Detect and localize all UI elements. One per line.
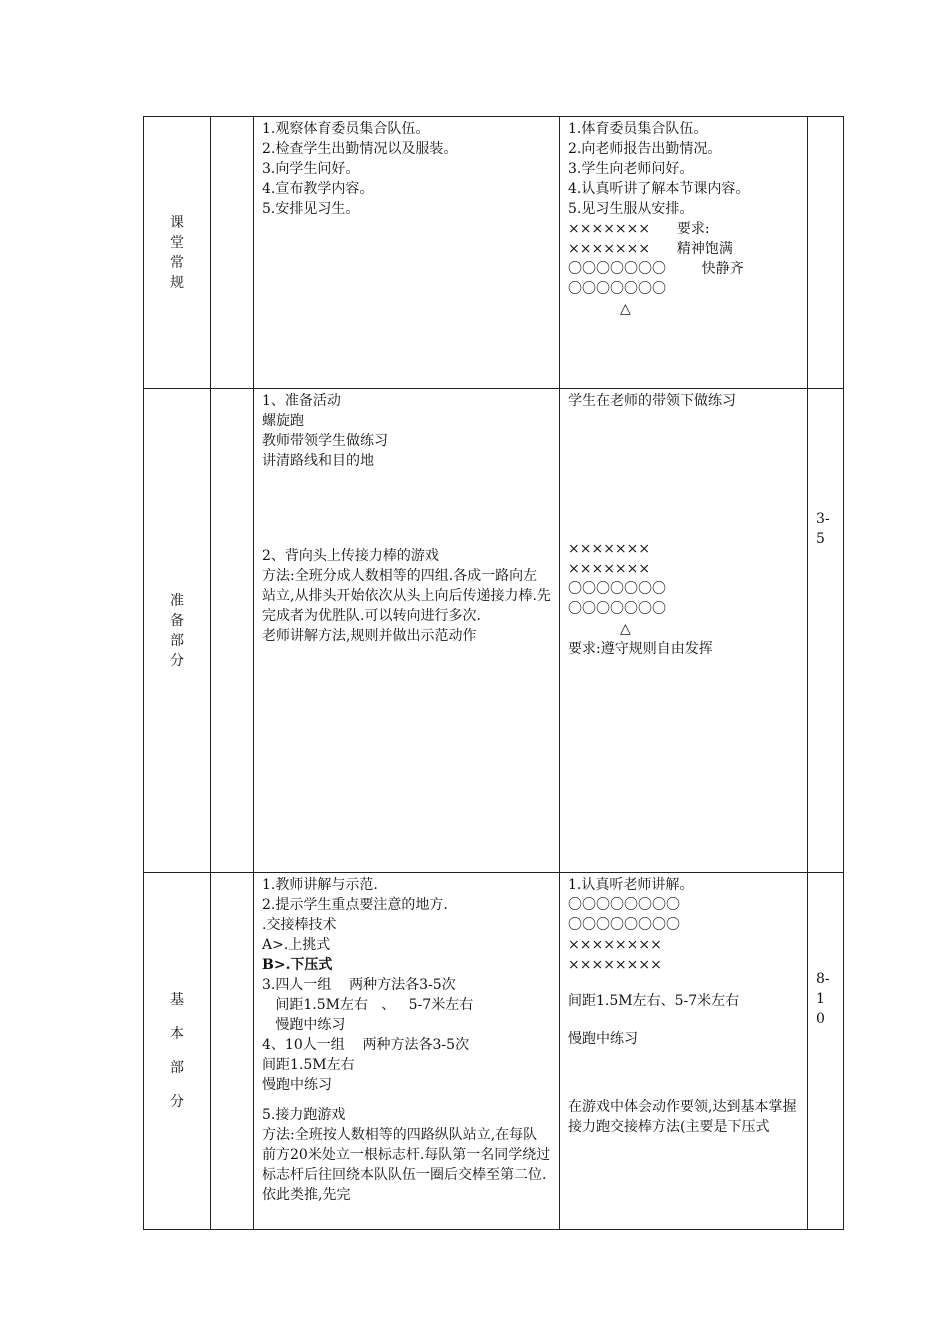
student-step: 1.认真听老师讲解。 [568,877,694,893]
row-class-routine [144,117,844,389]
student-step: 2.向老师报告出勤情况。 [568,141,722,157]
teacher-note: 老师讲解方法,规则并做出示范动作 [262,628,477,644]
row-main-part [144,873,844,1230]
game-method: 方法:全班分成人数相等的四组.各成一路向左站立,从排头开始依次从头上向后传递接力棒.先完成者为优胜队.可以转向进行多次. [262,568,551,624]
lesson-plan-table [143,116,844,1230]
student-activity-cell [560,873,808,1230]
teacher-step: 间距1.5M左右 、 5-7米左右 [262,997,474,1013]
teacher-step: 2.提示学生重点要注意的地方. [262,897,448,913]
teacher-step: 讲清路线和目的地 [262,453,374,469]
student-step: 1.体育委员集合队伍。 [568,121,708,137]
formation-line: 〇〇〇〇〇〇〇〇 [568,897,680,913]
teacher-step: 2.检查学生出勤情况以及服装。 [262,141,458,157]
student-game-goal: 在游戏中体会动作要领,达到基本掌握接力跑交接棒方法(主要是下压式 [568,1099,797,1135]
section-label-cell [144,873,211,1230]
formation-line: 〇〇〇〇〇〇〇 快静齐 [568,261,744,277]
formation-line: 〇〇〇〇〇〇〇 [568,281,666,297]
teacher-step-bold: B>.下压式 [262,957,333,973]
teacher-activity-cell [254,389,560,873]
student-step: 学生在老师的带领下做练习 [568,393,736,409]
section-label-cell [144,389,211,873]
formation-line: ××××××× [568,561,651,577]
teacher-position-triangle: △ [620,621,631,637]
teacher-step: 4、10人一组 两种方法各3-5次 [262,1037,470,1053]
teacher-step: A>.上挑式 [262,937,331,953]
teacher-step: 间距1.5M左右 [262,1057,355,1073]
time-minutes: 8-10 [816,971,830,1027]
empty-cell [211,117,254,389]
formation-line: ××××××× 要求: [568,221,710,237]
student-step: 5.见习生服从安排。 [568,201,694,217]
time-minutes: 3-5 [816,511,830,547]
student-jog: 慢跑中练习 [568,1031,638,1047]
game-method: 方法:全班按人数相等的四路纵队站立,在每队前方20米处立一根标志杆.每队第一名同学绕过标志杆后往回绕本队队伍一圈后交棒至第二位.依此类推,先完 [262,1127,551,1203]
time-cell [808,117,844,389]
teacher-activity-cell [254,117,560,389]
teacher-step: 1、准备活动 [262,393,341,409]
teacher-step: 1.教师讲解与示范. [262,877,378,893]
teacher-step: 教师带领学生做练习 [262,433,388,449]
time-cell [808,389,844,873]
teacher-step: 慢跑中练习 [262,1017,346,1033]
teacher-step: .交接棒技术 [262,917,337,933]
game-title: 2、背向头上传接力棒的游戏 [262,548,439,564]
game-title: 5.接力跑游戏 [262,1107,346,1123]
student-activity-cell [560,389,808,873]
section-label: 基本部分 [170,992,184,1110]
teacher-step: 4.宣布教学内容。 [262,181,374,197]
formation-line: 〇〇〇〇〇〇〇 [568,581,666,597]
teacher-step: 3.向学生问好。 [262,161,360,177]
teacher-position-triangle: △ [620,301,631,317]
student-spacing: 间距1.5M左右、5-7米左右 [568,993,740,1009]
formation-line: ××××××× [568,541,651,557]
student-activity-cell [560,117,808,389]
time-cell [808,873,844,1230]
section-label: 准备部分 [170,592,184,669]
section-label: 课堂常规 [170,214,184,291]
formation-line: ××××××× 精神饱满 [568,241,733,257]
teacher-activity-cell [254,873,560,1230]
teacher-step: 慢跑中练习 [262,1077,332,1093]
formation-line: ×××××××× [568,957,662,973]
teacher-step: 5.安排见习生。 [262,201,360,217]
formation-line: 〇〇〇〇〇〇〇〇 [568,917,680,933]
student-step: 4.认真听讲了解本节课内容。 [568,181,750,197]
row-warm-up [144,389,844,873]
student-step: 3.学生向老师问好。 [568,161,694,177]
empty-cell [211,873,254,1230]
formation-line: 〇〇〇〇〇〇〇 [568,601,666,617]
teacher-step: 1.观察体育委员集合队伍。 [262,121,430,137]
empty-cell [211,389,254,873]
teacher-step: 螺旋跑 [262,413,304,429]
section-label-cell [144,117,211,389]
teacher-step: 3.四人一组 两种方法各3-5次 [262,977,456,993]
formation-line: ×××××××× [568,937,662,953]
requirement: 要求:遵守规则自由发挥 [568,641,713,657]
